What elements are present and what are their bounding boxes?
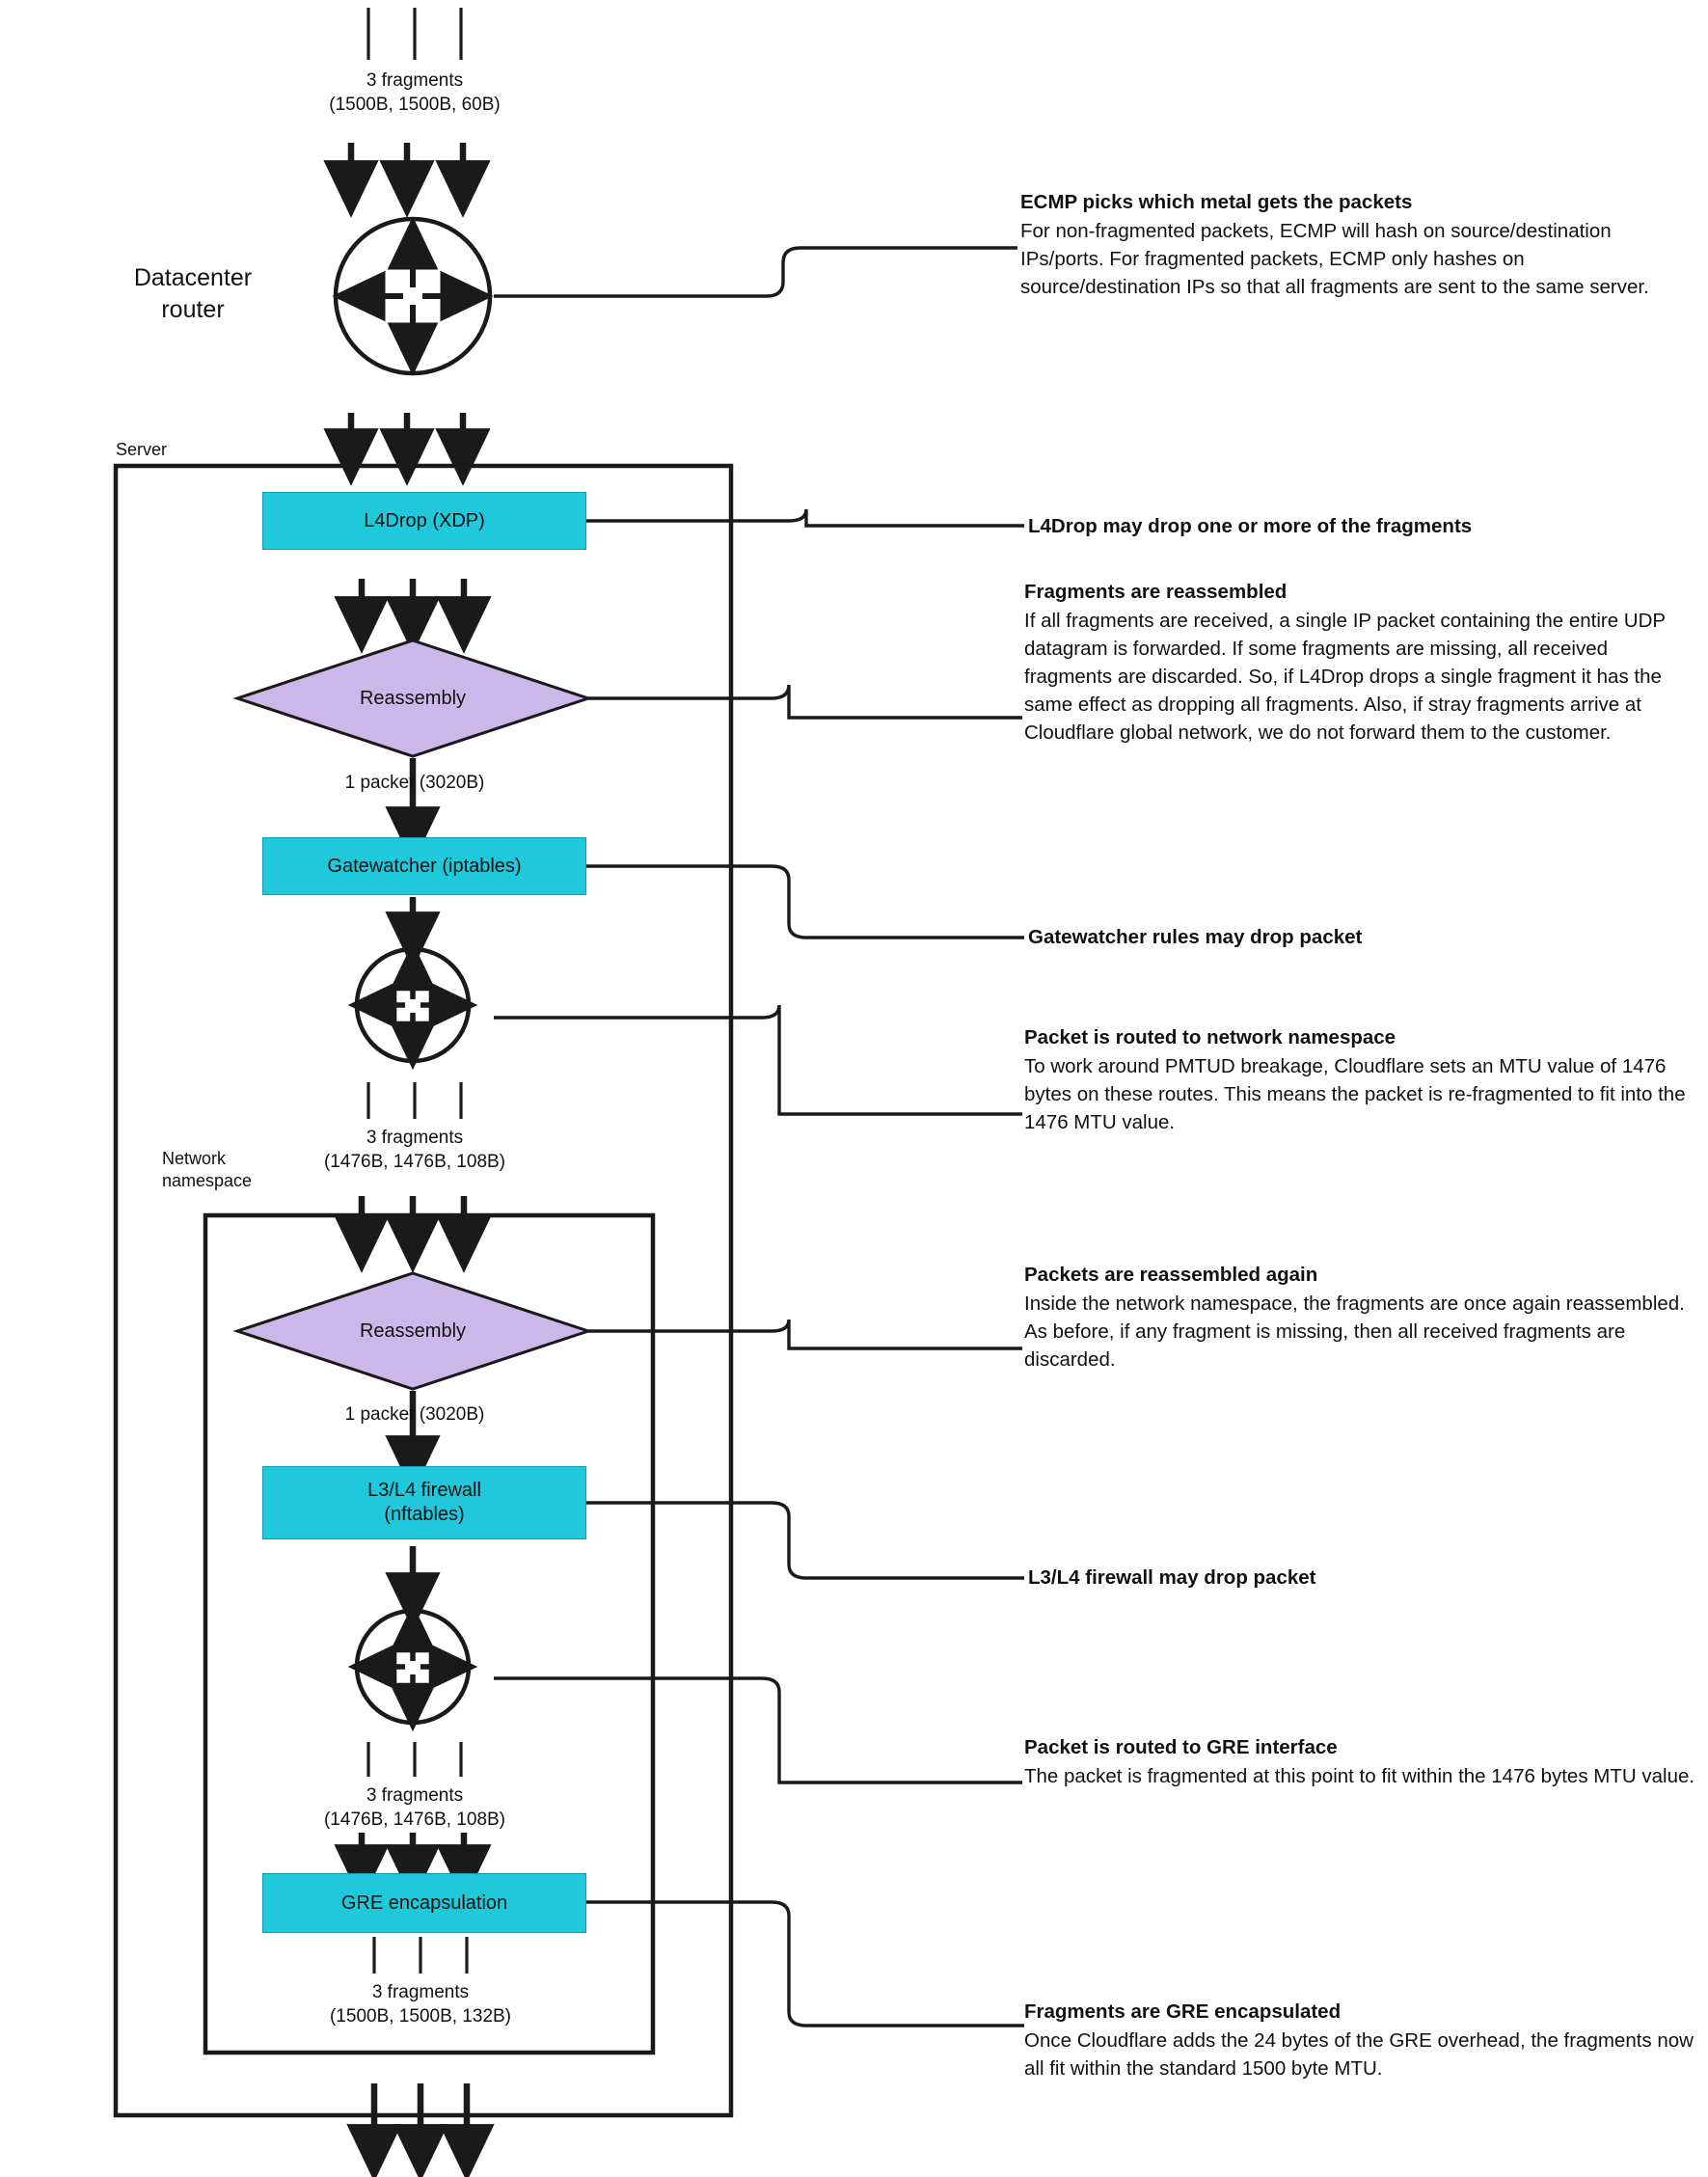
network-namespace-label — [162, 1148, 326, 1191]
server-container-label — [116, 439, 309, 461]
callout-reassembly-2 — [1024, 1262, 1699, 1374]
callout-ecmp-body: For non-fragmented packets, ECMP will hash on source/destination IPs/ports. For fragmented packets, ECMP only hashes on source/destination IPs so that all fragments are sent to the same server. — [1020, 219, 1649, 298]
arrows-router-to-server — [351, 413, 463, 457]
callout-route-netns — [1024, 1024, 1699, 1136]
label-top-fragments-line2: (1500B, 1500B, 60B) — [329, 94, 501, 115]
node-firewall-label-line1: L3/L4 firewall — [367, 1480, 481, 1501]
netns-label-line1: Network — [162, 1149, 227, 1168]
label-fragments-after-gre-encap — [247, 1981, 594, 2028]
label-packet-after-reassembly-2 — [241, 1403, 588, 1428]
label-packet-2-text: 1 packet (3020B) — [344, 1404, 485, 1425]
callout-route-netns-body: To work around PMTUD breakage, Cloudflare sets an MTU value of 1476 bytes on these routes. This means the packet is re-fragmented to fit into the 1476 MTU value. — [1024, 1054, 1686, 1133]
callout-route-gre-title: Packet is routed to GRE interface — [1024, 1736, 1338, 1758]
callout-gre-encap-body: Once Cloudflare adds the 24 bytes of the GRE overhead, the fragments now all fit within the standard 1500 byte MTU. — [1024, 2028, 1694, 2080]
node-reassembly-2[interactable] — [307, 1314, 519, 1348]
callout-gre-encap-title: Fragments are GRE encapsulated — [1024, 2000, 1342, 2023]
callout-firewall — [1028, 1565, 1703, 1592]
fragment-ticks-netns — [368, 1082, 461, 1119]
callout-reassembly-1-title: Fragments are reassembled — [1024, 581, 1288, 603]
node-firewall-label-line2: (nftables) — [384, 1504, 465, 1525]
label-packet-1-text: 1 packet (3020B) — [344, 773, 485, 793]
callout-ecmp — [1020, 189, 1686, 301]
node-reassembly-1-label: Reassembly — [359, 687, 467, 709]
node-gatewatcher[interactable] — [262, 837, 586, 895]
callout-route-netns-title: Packet is routed to network namespace — [1024, 1026, 1396, 1048]
server-label-text: Server — [116, 440, 168, 459]
label-fragments-netns-line2: (1476B, 1476B, 108B) — [323, 1151, 506, 1172]
callout-reassembly-2-body: Inside the network namespace, the fragments are once again reassembled. As before, if any fragment is missing, then all received fragments are discarded. — [1024, 1292, 1685, 1371]
node-reassembly-2-label: Reassembly — [359, 1320, 467, 1342]
arrows-into-gre-encap — [362, 1833, 464, 1873]
callout-ecmp-title: ECMP picks which metal gets the packets — [1020, 191, 1413, 213]
callout-reassembly-2-title: Packets are reassembled again — [1024, 1264, 1318, 1286]
label-fragments-after-gre-encap-line1: 3 fragments — [371, 1982, 470, 2002]
router-cross-arrows-3 — [372, 1628, 453, 1707]
node-l4drop-label: L4Drop (XDP) — [364, 509, 485, 531]
callout-gatewatcher — [1028, 924, 1703, 952]
router-cross-arrows-1 — [359, 243, 467, 349]
arrows-l4drop-to-reassembly — [362, 579, 464, 625]
callout-route-gre — [1024, 1734, 1699, 1790]
callout-firewall-title: L3/L4 firewall may drop packet — [1028, 1566, 1316, 1589]
router-cross-arrows-2 — [372, 966, 453, 1046]
top-fragment-ticks — [368, 8, 461, 60]
node-l4drop[interactable] — [262, 492, 586, 550]
datacenter-router-label-line1: Datacenter — [133, 264, 253, 291]
arrows-into-netns — [362, 1196, 464, 1244]
fragment-ticks-gre — [368, 1742, 461, 1777]
label-fragments-after-gre-encap-line2: (1500B, 1500B, 132B) — [329, 2005, 512, 2027]
callout-reassembly-1-body: If all fragments are received, a single IP packet containing the entire UDP datagram is forwarded. If some fragments are missing, all received fragments are discarded. So, if L4Drop drops a single fragment it has the same effect as dropping all fragments. Also, if stray fragments arrive at Cloudflare global network, we do not forward them to the customer. — [1024, 609, 1666, 745]
callout-l4drop — [1028, 513, 1703, 541]
callout-gatewatcher-title: Gatewatcher rules may drop packet — [1028, 926, 1363, 948]
callout-gre-encap — [1024, 1999, 1699, 2082]
label-fragments-gre-route-line1: 3 fragments — [366, 1785, 464, 1806]
node-reassembly-1[interactable] — [307, 681, 519, 716]
label-top-fragments-line1: 3 fragments — [366, 70, 464, 91]
label-fragments-gre-route — [241, 1784, 588, 1832]
arrows-into-router — [351, 143, 463, 189]
label-fragments-gre-route-line2: (1476B, 1476B, 108B) — [323, 1809, 506, 1830]
datacenter-router-label-line2: router — [161, 295, 225, 323]
callout-l4drop-title: L4Drop may drop one or more of the fragments — [1028, 515, 1473, 537]
label-top-fragments — [241, 69, 588, 117]
node-gatewatcher-label: Gatewatcher (iptables) — [327, 855, 522, 877]
arrows-exit-bottom — [374, 2083, 467, 2153]
node-gre-encapsulation-label: GRE encapsulation — [340, 1891, 508, 1914]
label-packet-after-reassembly-1 — [241, 772, 588, 796]
label-fragments-netns-line1: 3 fragments — [366, 1128, 464, 1148]
callout-route-gre-body: The packet is fragmented at this point to fit within the 1476 bytes MTU value. — [1024, 1764, 1695, 1787]
node-l3l4-firewall[interactable] — [262, 1466, 586, 1539]
node-gre-encapsulation[interactable] — [262, 1873, 586, 1933]
datacenter-router-label — [68, 262, 318, 325]
callout-reassembly-1 — [1024, 579, 1690, 747]
netns-label-line2: namespace — [162, 1170, 253, 1190]
fragment-ticks-after-gre — [374, 1937, 467, 1973]
